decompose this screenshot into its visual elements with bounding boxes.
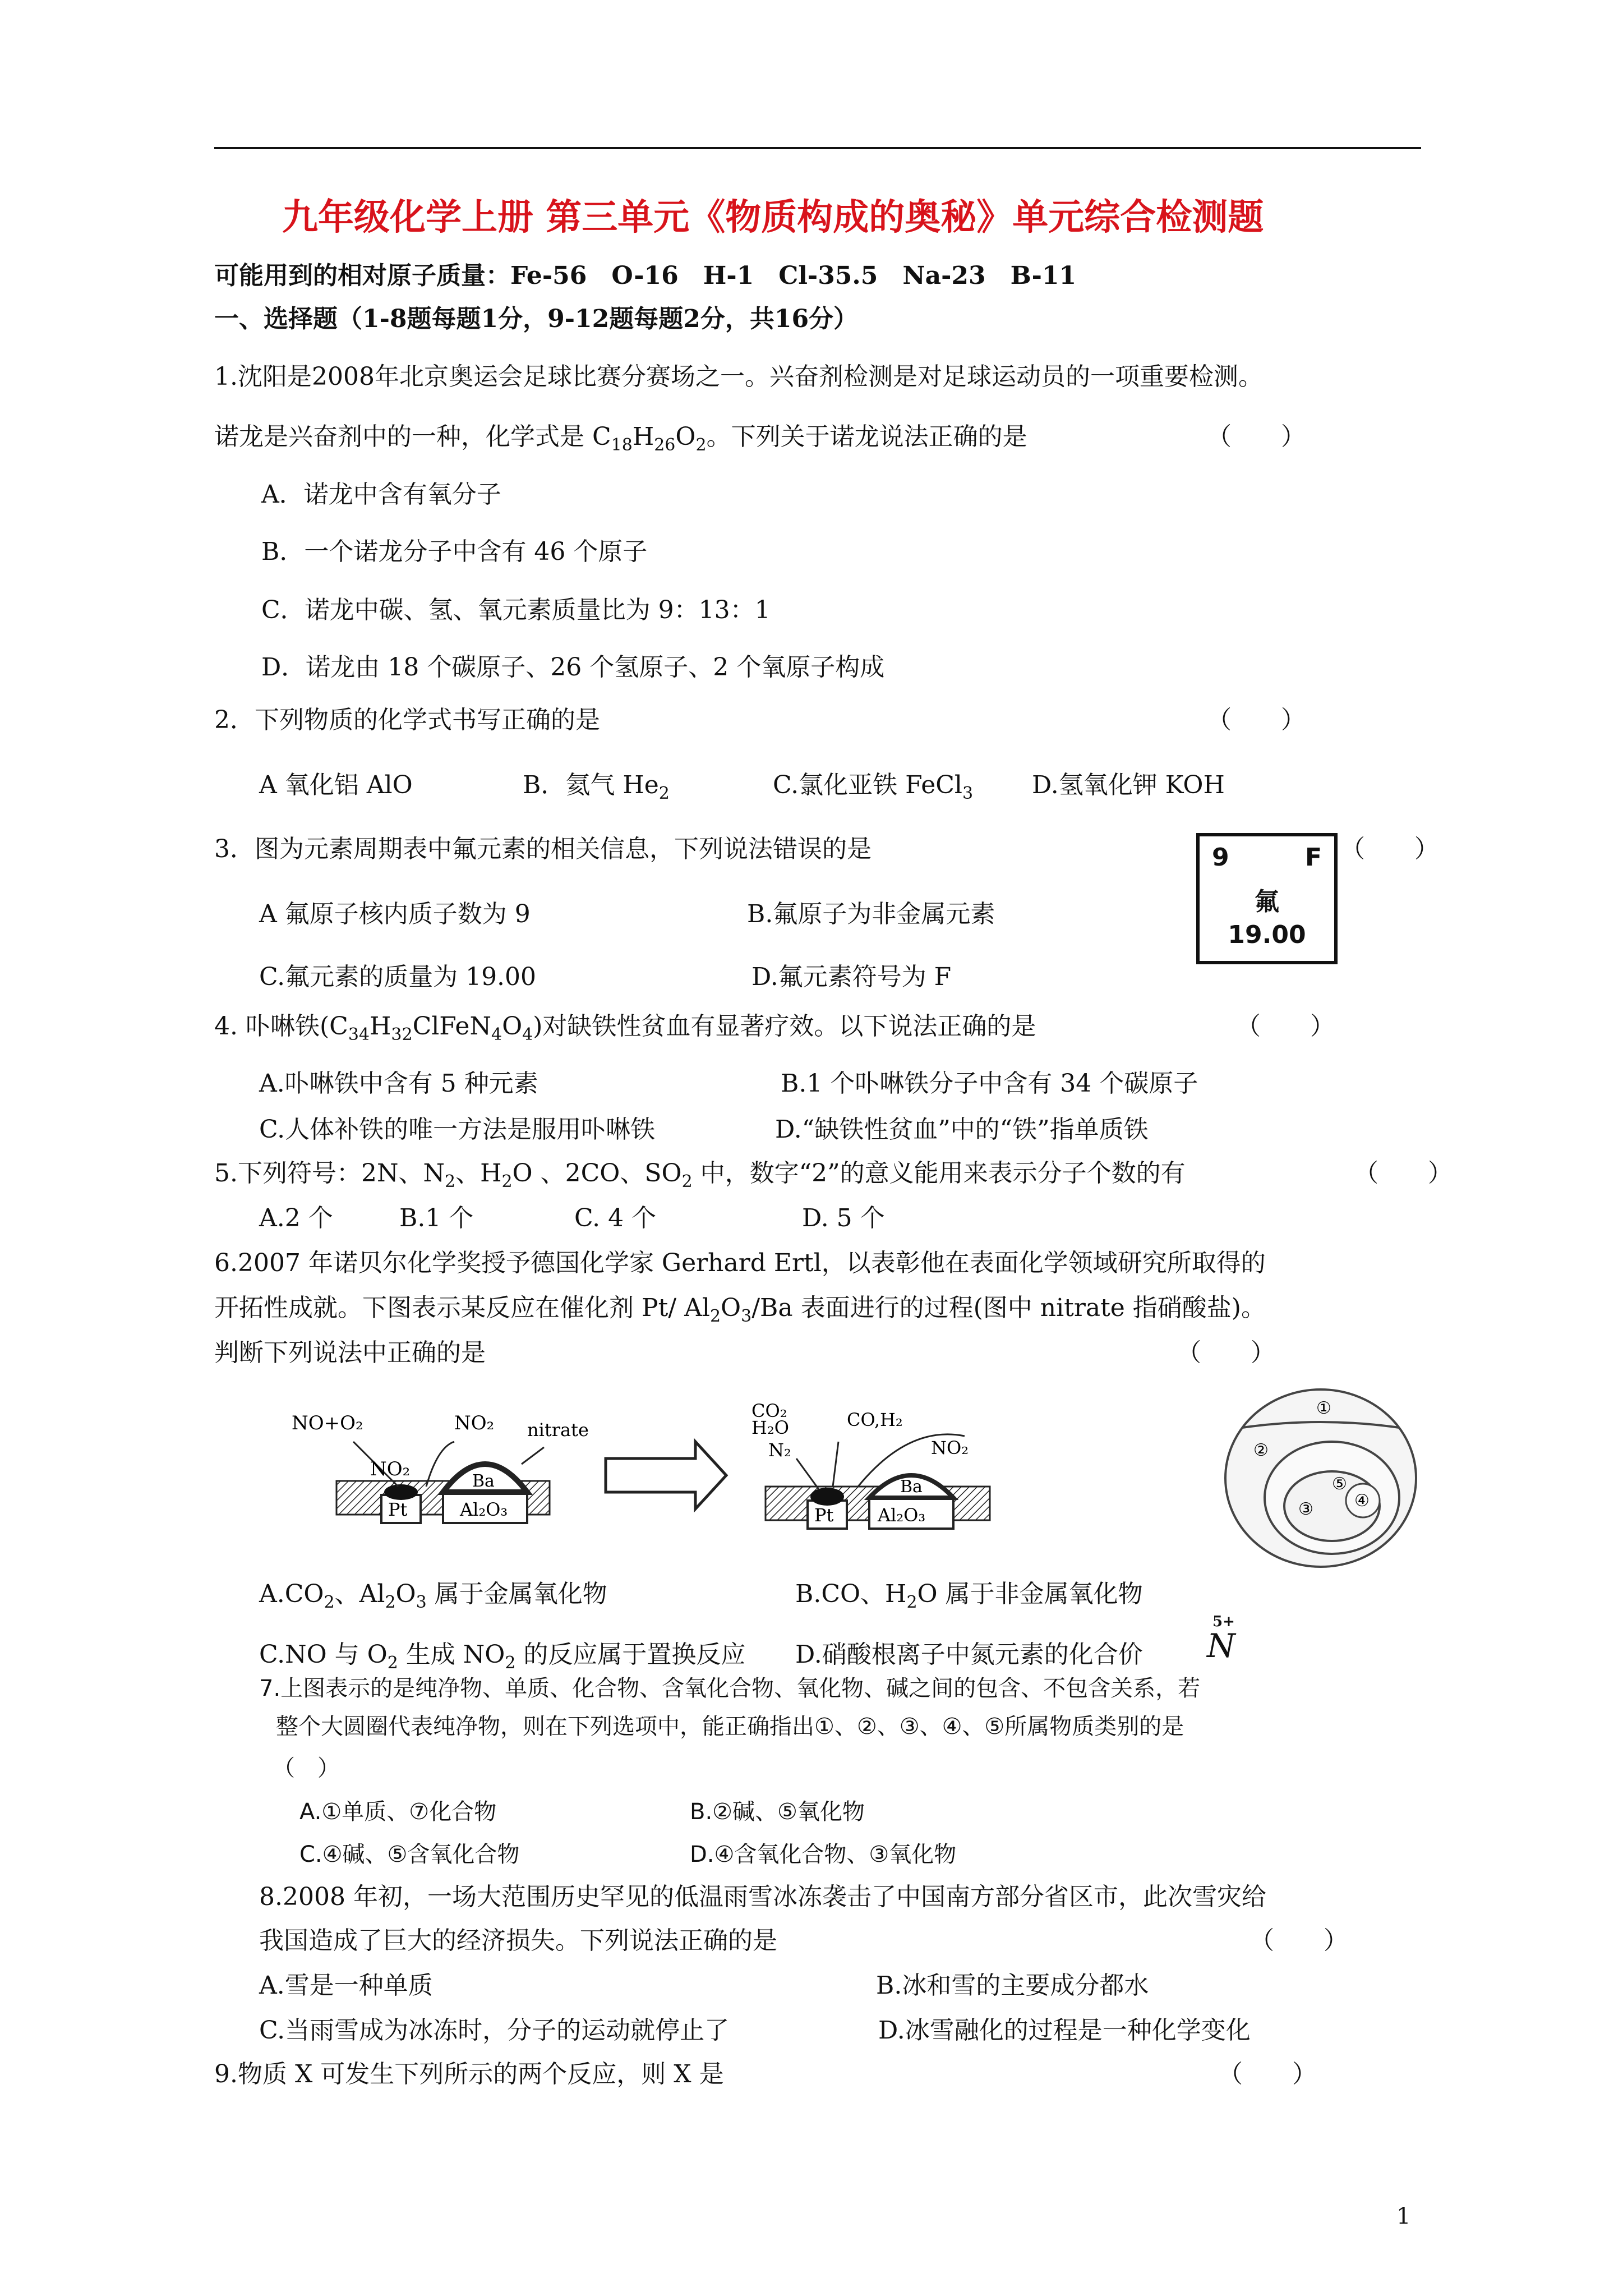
label-no-o2: NO+O₂ <box>292 1412 363 1434</box>
q5-option-d: D. 5 个 <box>802 1204 885 1232</box>
label-circle-1: ① <box>1316 1398 1331 1418</box>
q3-option-a: A 氟原子核内质子数为 9 <box>259 900 531 928</box>
q8-stem-line1: 8.2008 年初，一场大范围历史罕见的低温雨雪冰冻袭击了中国南方部分省区市，此次雪灾给 <box>259 1883 1266 1911</box>
q1-stem-line1: 1.沈阳是2008年北京奥运会足球比赛分赛场之一。兴奋剂检测是对足球运动员的一项重要检测。 <box>214 362 1263 391</box>
q1-stem-line2: 诺龙是兴奋剂中的一种，化学式是 $C_{18}H_{26}O_2$。下列关于诺龙说法正确的是 <box>214 422 1027 455</box>
label-circle-4: ④ <box>1354 1491 1370 1511</box>
q8-stem-line2: 我国造成了巨大的经济损失。下列说法正确的是 <box>259 1926 777 1955</box>
valence-n-symbol: N <box>1207 1627 1235 1665</box>
page-number: 1 <box>1396 2203 1411 2229</box>
q2-answer-paren: （ ） <box>1207 706 1306 734</box>
q5-option-c: C. 4 个 <box>574 1204 657 1232</box>
element-name: 氟 <box>1255 887 1279 916</box>
label-h2o: H₂O <box>751 1417 789 1438</box>
q5-option-b: B.1 个 <box>399 1204 474 1232</box>
q6-stem-line2: 开拓性成就。下图表示某反应在催化剂 Pt/ $Al_2O_3/Ba$ 表面进行的过程(图中 nitrate 指硝酸盐)。 <box>214 1294 1266 1326</box>
catalyst-reaction-figure <box>292 1402 998 1571</box>
q5-option-a: A.2 个 <box>259 1204 333 1232</box>
left-pt-particle <box>384 1484 418 1500</box>
q3-option-d: D.氟元素符号为 F <box>751 963 952 991</box>
right-pt-particle <box>810 1488 844 1506</box>
q6-option-a: $A.CO_2$、$Al_2O_3$ 属于金属氧化物 <box>259 1580 607 1612</box>
q8-option-d: D.冰雪融化的过程是一种化学变化 <box>878 2016 1251 2045</box>
valence-superscript: 5+ <box>1212 1613 1235 1630</box>
q2-option-a: A 氧化铝 AlO <box>259 771 413 799</box>
page-title: 九年级化学上册 第三单元《物质构成的奥秘》单元综合检测题 <box>282 196 1264 238</box>
label-co2: CO₂ <box>751 1402 787 1421</box>
q7-option-a: A.①单质、⑦化合物 <box>299 1799 497 1825</box>
classification-circle-figure <box>1220 1386 1422 1571</box>
q4-option-c: C.人体补铁的唯一方法是服用卟啉铁 <box>259 1115 656 1144</box>
label-circle-5: ⑤ <box>1332 1474 1347 1494</box>
q6-option-d: D.硝酸根离子中氮元素的化合价 <box>795 1640 1143 1669</box>
q9-answer-paren: （ ） <box>1218 2060 1317 2088</box>
atomic-masses-line: 可能用到的相对原子质量：Fe-56 O-16 H-1 Cl-35.5 Na-23 B-11 <box>214 261 1077 290</box>
q4-answer-paren: （ ） <box>1236 1012 1335 1041</box>
q1-option-c: C．诺龙中碳、氢、氧元素质量比为 9：13：1 <box>261 596 771 624</box>
q8-option-b: B.冰和雪的主要成分都水 <box>876 1971 1149 2000</box>
element-symbol: F <box>1304 843 1322 872</box>
q7-option-b: B.②碱、⑤氧化物 <box>690 1799 865 1825</box>
right-arrow-out <box>796 1458 819 1489</box>
atomic-number: 9 <box>1212 843 1229 872</box>
q7-stem-line1: 7.上图表示的是纯净物、单质、化合物、含氧化合物、氧化物、碱之间的包含、不包含关系，若 <box>259 1676 1201 1701</box>
label-left-pt: Pt <box>388 1499 408 1520</box>
q1-option-d: D．诺龙由 18 个碳原子、26 个氢原子、2 个氧原子构成 <box>261 653 885 682</box>
q3-option-c: C.氟元素的质量为 19.00 <box>259 963 537 991</box>
q7-answer-paren: （ ） <box>273 1755 340 1781</box>
q4-option-b: B.1 个卟啉铁分子中含有 34 个碳原子 <box>781 1069 1198 1098</box>
q6-answer-paren: （ ） <box>1177 1338 1275 1367</box>
q6-stem-line3: 判断下列说法中正确的是 <box>214 1338 486 1367</box>
label-co-h2: CO,H₂ <box>847 1409 903 1430</box>
label-right-al2o3: Al₂O₃ <box>878 1504 926 1526</box>
section-heading: 一、选择题（1-8题每题1分，9-12题每题2分，共16分） <box>214 305 859 333</box>
q7-stem-line2: 整个大圆圈代表纯净物，则在下列选项中，能正确指出①、②、③、④、⑤所属物质类别的是 <box>276 1714 1184 1740</box>
q6-option-b: B.CO、$H_2O$ 属于非金属氧化物 <box>795 1580 1143 1612</box>
q6-stem-line1: 6.2007 年诺贝尔化学奖授予德国化学家 Gerhard Ertl，以表彰他在表面化学领域研究所取得的 <box>214 1249 1266 1277</box>
label-n2: N₂ <box>768 1439 791 1461</box>
q4-option-a: A.卟啉铁中含有 5 种元素 <box>259 1069 538 1098</box>
label-circle-2: ② <box>1253 1441 1269 1460</box>
atomic-mass: 19.00 <box>1228 921 1306 949</box>
q2-stem: 2．下列物质的化学式书写正确的是 <box>214 706 600 734</box>
fluorine-element-card <box>1196 833 1338 964</box>
q5-stem: 5.下列符号：2N、$N_2$、$H_2O$ 、2CO、$SO_2$ 中，数字“2”的意义能用来表示分子个数的有 <box>214 1159 1186 1191</box>
q8-option-c: C.当雨雪成为冰冻时，分子的运动就停止了 <box>259 2016 730 2045</box>
q6-option-c: C.NO 与 $O_2$ 生成 $NO_2$ 的反应属于置换反应 <box>259 1640 746 1673</box>
header-rule <box>214 147 1421 149</box>
q2-option-d: D.氢氧化钾 KOH <box>1032 771 1225 799</box>
q1-option-a: A．诺龙中含有氧分子 <box>261 480 501 509</box>
right-arrow-down <box>833 1442 838 1487</box>
q3-answer-paren: （ ） <box>1340 835 1439 863</box>
q5-answer-paren: （ ） <box>1354 1159 1453 1188</box>
q4-stem: 4. 卟啉铁$(C_{34}H_{32}ClFeN_4O_4)$对缺铁性贫血有显著疗效。以下说法正确的是 <box>214 1012 1036 1045</box>
q9-stem: 9.物质 X 可发生下列所示的两个反应，则 X 是 <box>214 2060 724 2088</box>
label-no2-top: NO₂ <box>454 1412 495 1434</box>
q1-option-b: B．一个诺龙分子中含有 46 个原子 <box>261 537 648 566</box>
label-right-no2: NO₂ <box>931 1437 969 1458</box>
label-right-pt: Pt <box>814 1504 834 1526</box>
q8-answer-paren: （ ） <box>1249 1926 1348 1955</box>
left-nitrate-pointer <box>522 1447 544 1464</box>
q3-option-b: B.氟原子为非金属元素 <box>747 900 995 928</box>
q2-option-b: B．氦气 $He_2$ <box>523 771 670 803</box>
label-left-al2o3: Al₂O₃ <box>460 1499 508 1520</box>
q7-option-d: D.④含氧化合物、③氧化物 <box>690 1842 957 1867</box>
label-left-ba: Ba <box>472 1471 495 1491</box>
label-circle-3: ③ <box>1298 1499 1313 1519</box>
q7-option-c: C.④碱、⑤含氧化合物 <box>299 1842 520 1867</box>
label-no2-low: NO₂ <box>370 1458 411 1480</box>
label-nitrate: nitrate <box>527 1419 589 1441</box>
label-right-ba: Ba <box>900 1477 923 1497</box>
q8-option-a: A.雪是一种单质 <box>259 1971 433 2000</box>
reaction-arrow <box>606 1442 726 1509</box>
q1-answer-paren: （ ） <box>1207 422 1306 451</box>
q2-option-c: C.氯化亚铁 FeCl$_3$ <box>773 771 974 803</box>
q3-stem: 3．图为元素周期表中氟元素的相关信息，下列说法错误的是 <box>214 835 872 863</box>
q4-option-d: D.“缺铁性贫血”中的“铁”指单质铁 <box>775 1115 1149 1144</box>
